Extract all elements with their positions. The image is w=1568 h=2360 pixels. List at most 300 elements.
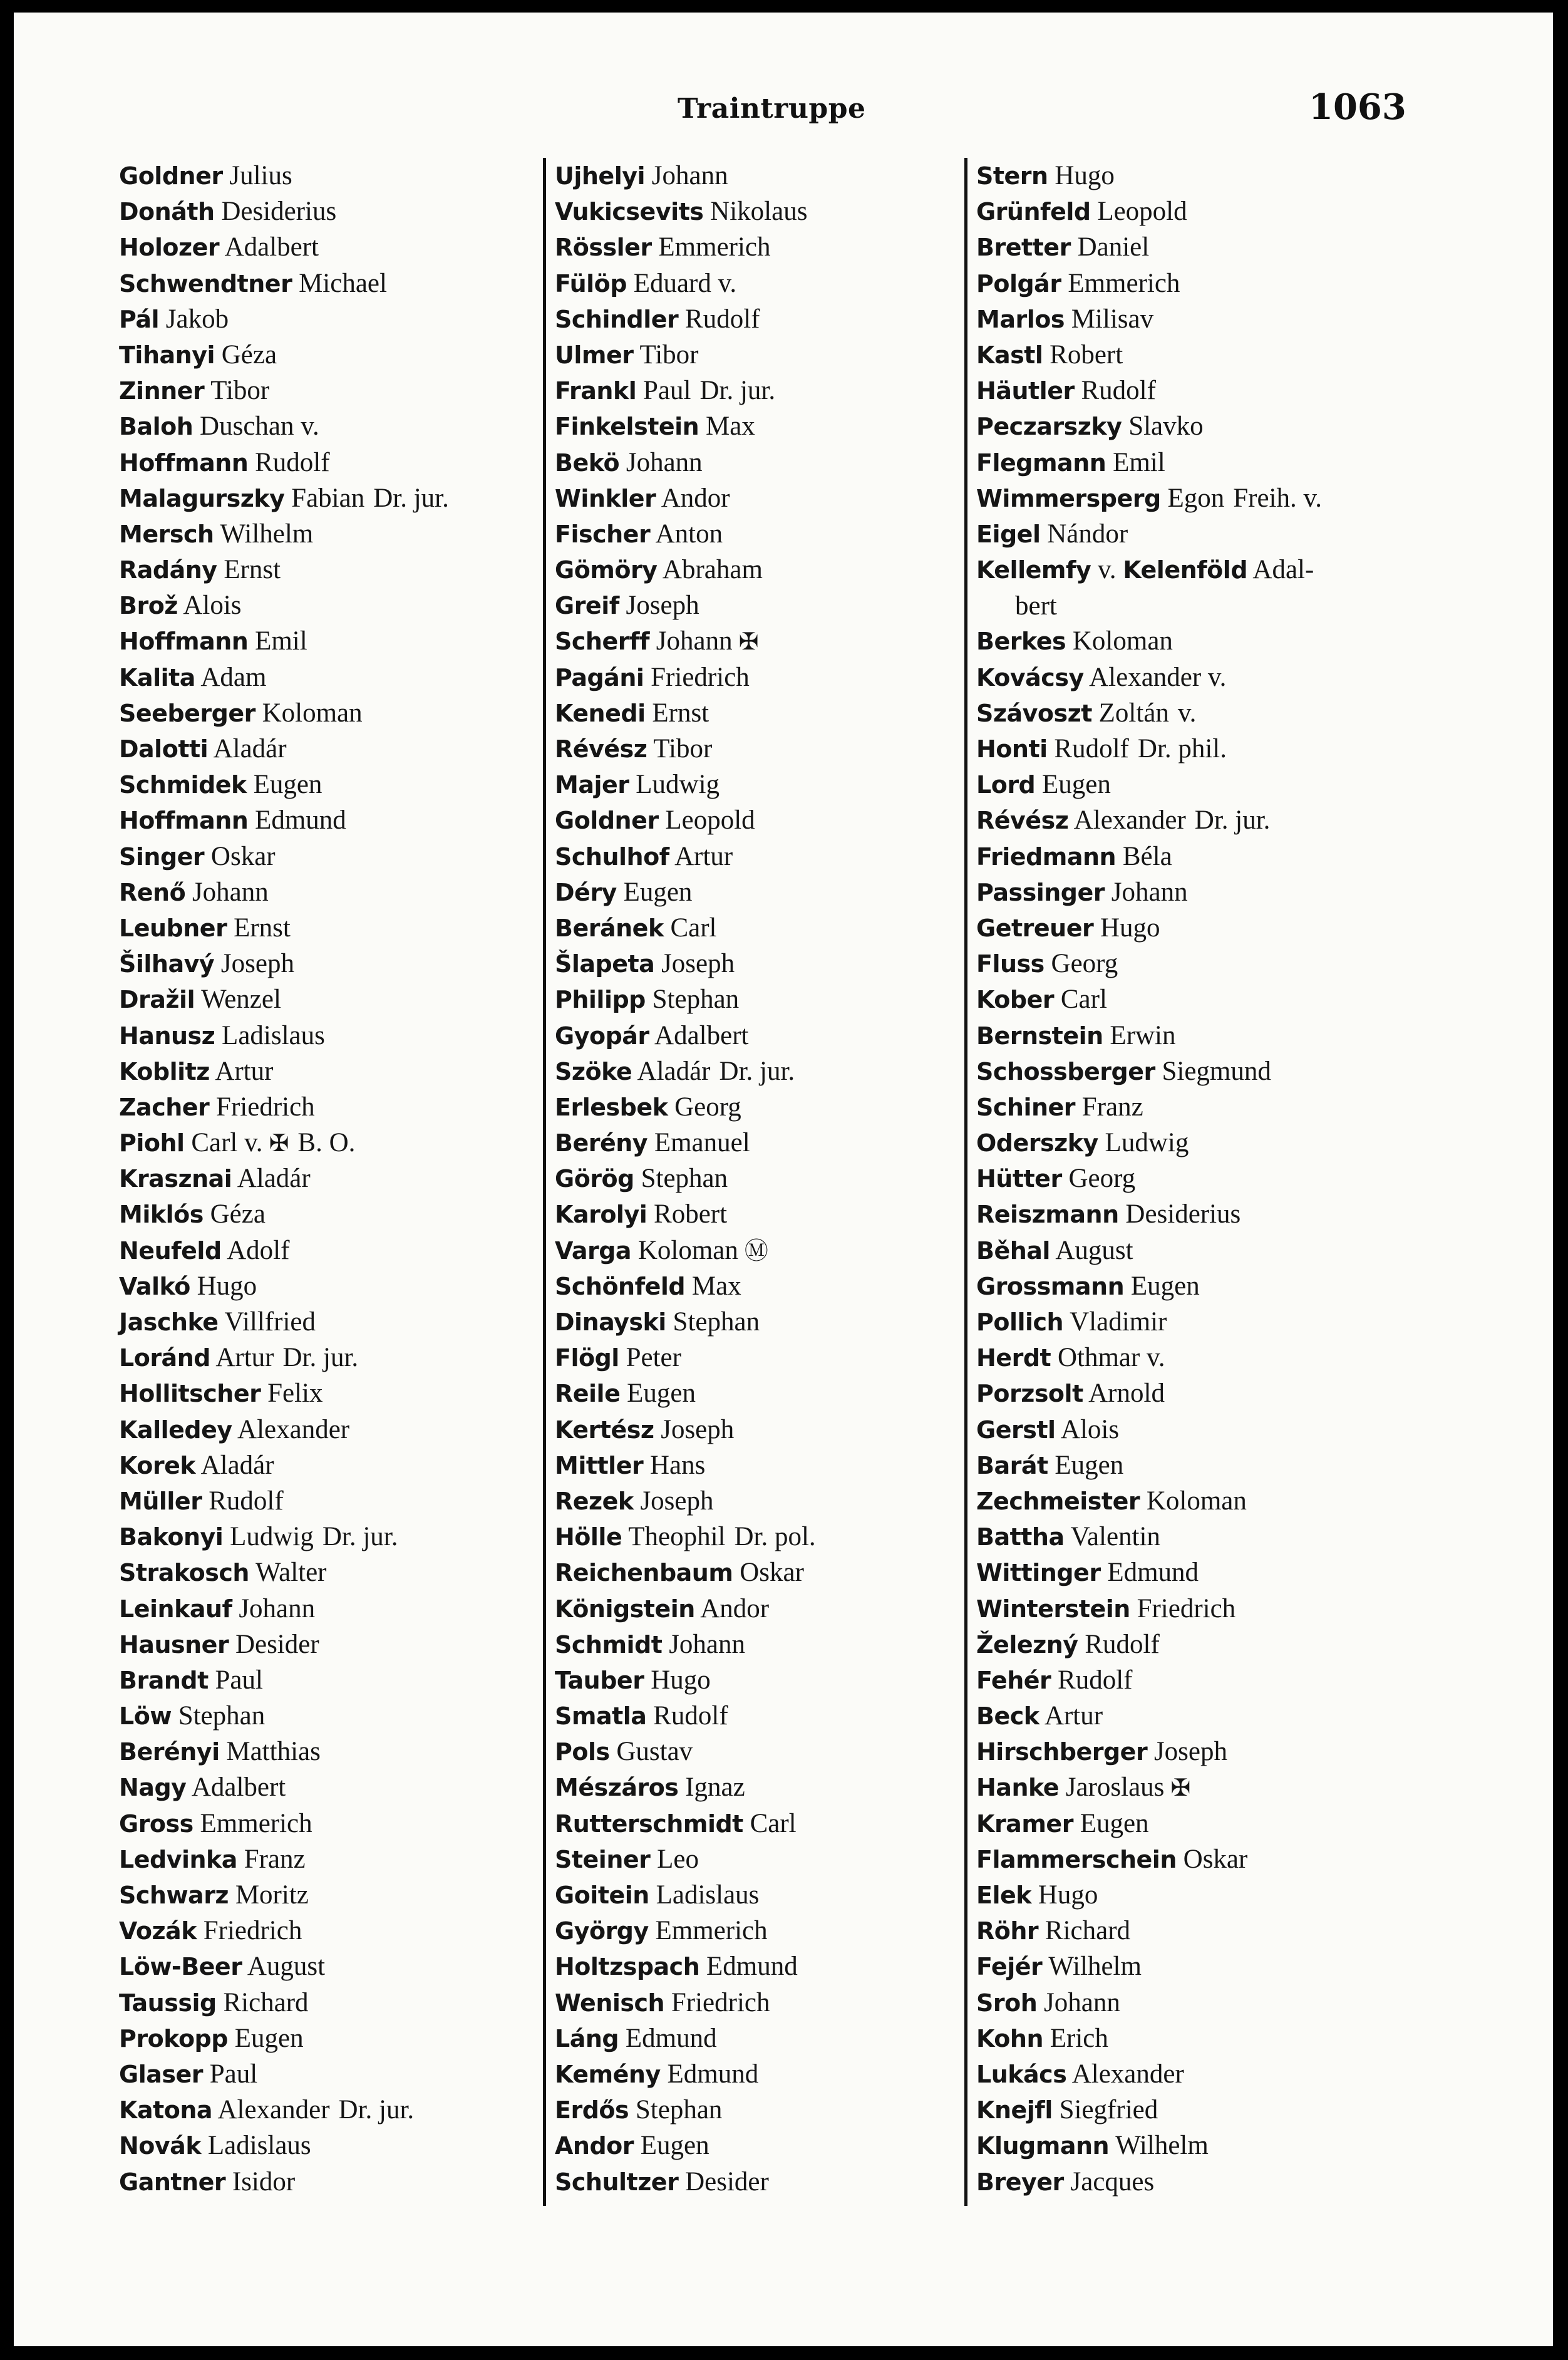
surname: Klugmann (976, 2132, 1110, 2160)
given-name: Jakob (165, 304, 229, 334)
surname: Scherff (555, 628, 650, 656)
given-name: Franz (244, 1844, 306, 1874)
given-name: Rudolf (685, 304, 760, 334)
surname: Bekö (555, 448, 620, 477)
name-entry (119, 229, 526, 265)
surname: Kelenföld (1123, 556, 1248, 584)
surname: Gyopár (555, 1022, 649, 1050)
given-name: Peter (626, 1343, 681, 1373)
name-entry (555, 1734, 962, 1769)
title-suffix: Dr. jur. (719, 1056, 795, 1086)
surname: Bretter (976, 234, 1071, 262)
name-entry (976, 1161, 1415, 1196)
surname: Dalotti (119, 735, 209, 763)
given-name: Desider (685, 2166, 769, 2197)
surname: Běhal (976, 1236, 1050, 1265)
continuation-line: bert (1015, 591, 1057, 621)
surname: Lukács (976, 2060, 1067, 2088)
name-entry (555, 266, 962, 301)
name-entry (119, 1412, 526, 1447)
name-entry (555, 1698, 962, 1734)
document-page (14, 13, 1553, 2346)
given-name: Egon (1167, 483, 1225, 513)
surname: Majer (555, 771, 629, 799)
name-entry (119, 1233, 526, 1268)
given-name: Moritz (235, 1880, 309, 1910)
surname: Wimmersperg (976, 484, 1161, 512)
given-name: Alexander (1073, 805, 1186, 836)
given-name: Tibor (210, 376, 270, 406)
given-name: Koloman (637, 1235, 738, 1265)
surname: Kober (976, 986, 1055, 1014)
given-name: Edmund (706, 1952, 798, 1982)
surname: Röhr (976, 1917, 1039, 1945)
given-name: Eugen (1042, 770, 1111, 800)
name-entry (119, 2128, 526, 2163)
name-entry (976, 1913, 1415, 1949)
given-name: Eugen (1055, 1450, 1124, 1480)
surname: Berkes (976, 628, 1066, 656)
given-name: Johann (1111, 877, 1188, 907)
surname: Valkó (119, 1272, 190, 1300)
name-entry (119, 1913, 526, 1949)
name-entry (119, 1985, 526, 2021)
name-entry (119, 301, 526, 337)
given-name: Ludwig (1105, 1128, 1189, 1158)
surname: Honti (976, 735, 1048, 763)
given-name: Emanuel (654, 1128, 750, 1158)
given-name: Eugen (234, 2023, 304, 2053)
name-entry (976, 731, 1415, 767)
name-entry (976, 229, 1415, 265)
name-entry (555, 480, 962, 516)
given-name: Isidor (232, 2166, 296, 2197)
surname: Gantner (119, 2168, 226, 2196)
title-suffix: Dr. jur. (699, 376, 776, 406)
given-name: Georg (1068, 1164, 1136, 1194)
name-entry (976, 1412, 1415, 1447)
given-name: Johann (656, 626, 733, 656)
given-name: Leopold (665, 805, 755, 836)
given-name: Richard (223, 1987, 309, 2017)
name-entry (119, 1519, 526, 1555)
surname: Kemény (555, 2060, 661, 2088)
given-name: Georg (674, 1092, 741, 1122)
surname: Grossmann (976, 1272, 1125, 1300)
given-name: Max (691, 1271, 741, 1301)
name-entry (976, 2021, 1415, 2056)
surname: Varga (555, 1236, 632, 1265)
given-name: Aladár (213, 734, 287, 763)
given-name: Desiderius (221, 197, 337, 227)
name-entry (555, 1375, 962, 1411)
name-entry (119, 660, 526, 695)
name-entry (976, 266, 1415, 301)
surname: Révész (976, 807, 1069, 835)
surname: Gross (119, 1809, 193, 1838)
surname: Kertész (555, 1415, 654, 1444)
name-entry (976, 660, 1415, 695)
name-entry (119, 946, 526, 981)
surname: Šilhavý (119, 950, 215, 978)
given-name: Matthias (226, 1737, 321, 1767)
given-name: Friedrich (216, 1092, 315, 1122)
name-column-3 (964, 158, 1415, 2206)
surname: Pál (119, 305, 159, 333)
surname: Dinayski (555, 1308, 666, 1336)
name-entry (555, 2164, 962, 2200)
surname: Schultzer (555, 2168, 679, 2196)
surname: Fischer (555, 520, 651, 548)
given-name: Adal- (1252, 555, 1314, 585)
surname: Kastl (976, 341, 1043, 369)
surname: Smatla (555, 1702, 647, 1731)
surname: Železný (976, 1630, 1078, 1659)
given-name: Erich (1050, 2023, 1108, 2053)
given-name: Paul (215, 1665, 263, 1695)
surname: Schindler (555, 305, 679, 333)
surname: Singer (119, 842, 205, 871)
name-column-2 (543, 158, 962, 2206)
given-name: Joseph (1153, 1737, 1228, 1767)
given-name: Abraham (662, 555, 763, 585)
given-name: Joseph (220, 949, 294, 979)
title-suffix: v. (1177, 698, 1197, 728)
name-entry (119, 981, 526, 1017)
title-suffix: Dr. jur. (338, 2095, 415, 2125)
name-entry (119, 2164, 526, 2200)
given-name: Ernst (234, 913, 291, 943)
name-entry (119, 587, 526, 623)
given-name: Artur (215, 1343, 274, 1373)
name-entry (555, 1412, 962, 1447)
title-suffix: Dr. jur. (322, 1522, 398, 1552)
given-name: Desider (235, 1629, 319, 1659)
surname: Passinger (976, 878, 1105, 906)
surname: Winterstein (976, 1595, 1130, 1623)
name-entry (119, 1304, 526, 1340)
name-entry (119, 1018, 526, 1053)
name-entry (976, 623, 1415, 659)
name-entry (555, 1519, 962, 1555)
given-name: Rudolf (1085, 1629, 1160, 1659)
name-entry (555, 301, 962, 337)
name-entry (119, 2021, 526, 2056)
surname: Schönfeld (555, 1272, 686, 1300)
name-entry (119, 1340, 526, 1375)
given-name: Johann (192, 877, 269, 907)
name-entry (555, 731, 962, 767)
name-entry (119, 158, 526, 194)
title-suffix: Dr. pol. (734, 1522, 816, 1552)
surname: Peczarszky (976, 413, 1122, 441)
surname: Taussig (119, 1989, 217, 2017)
surname: Zacher (119, 1093, 210, 1121)
given-name: Valentin (1070, 1522, 1160, 1552)
given-name: Andor (700, 1593, 770, 1623)
name-entry (555, 1877, 962, 1913)
name-entry (976, 1949, 1415, 1984)
name-entry (555, 516, 962, 552)
given-name: Ludwig (230, 1522, 314, 1552)
name-entry (119, 552, 526, 587)
surname: Gömöry (555, 556, 658, 584)
name-entry (555, 2092, 962, 2128)
given-name: Aladár (237, 1164, 311, 1194)
name-entry (976, 408, 1415, 444)
name-entry (555, 1161, 962, 1196)
given-name: Friedrich (651, 662, 750, 692)
name-entry (119, 1268, 526, 1304)
name-entry (555, 981, 962, 1017)
surname: Kohn (976, 2024, 1043, 2052)
surname: Barát (976, 1451, 1048, 1479)
given-name: Wenzel (201, 985, 281, 1015)
surname: Hanke (976, 1774, 1060, 1802)
name-entry (555, 1483, 962, 1519)
given-name: Duschan v. (200, 411, 319, 442)
name-entry (555, 194, 962, 229)
name-entry (555, 1627, 962, 1662)
name-entry (976, 337, 1415, 373)
given-name: Edmund (1107, 1558, 1199, 1588)
given-name: Hugo (1100, 913, 1160, 943)
surname: Berényi (119, 1738, 220, 1766)
given-name: Rudolf (1054, 734, 1129, 764)
surname: Hausner (119, 1630, 229, 1659)
given-name: Emmerich (658, 232, 771, 262)
given-name: Johann (651, 161, 728, 190)
surname: Wenisch (555, 1989, 665, 2017)
surname: Eigel (976, 520, 1041, 548)
given-name: Johann (669, 1629, 746, 1659)
surname: Donáth (119, 198, 215, 226)
name-entry (555, 1447, 962, 1483)
given-name: Nikolaus (710, 197, 808, 227)
surname: Kalledey (119, 1415, 232, 1444)
surname: Berény (555, 1129, 648, 1157)
given-name: Georg (1051, 949, 1118, 979)
name-entry (119, 802, 526, 838)
given-name: Ernst (224, 555, 281, 585)
name-entry (555, 1053, 962, 1089)
given-name: Eugen (627, 1379, 696, 1409)
name-entry (976, 2056, 1415, 2092)
name-entry (555, 874, 962, 910)
given-name: Joseph (640, 1486, 714, 1516)
name-entry (119, 1806, 526, 1841)
name-entry (119, 516, 526, 552)
given-name: August (1055, 1235, 1133, 1265)
name-entry (555, 1268, 962, 1304)
surname: Flögl (555, 1344, 619, 1372)
name-entry (555, 1555, 962, 1590)
name-entry (119, 1161, 526, 1196)
given-name: Othmar v. (1057, 1343, 1165, 1373)
surname: Mészáros (555, 1774, 679, 1802)
surname: Jaschke (119, 1308, 219, 1336)
name-entry (555, 158, 962, 194)
name-entry (976, 552, 1415, 623)
name-entry (976, 767, 1415, 802)
surname: Bakonyi (119, 1523, 224, 1551)
surname: Szávoszt (976, 699, 1092, 727)
name-entry (555, 1841, 962, 1877)
name-entry (119, 1877, 526, 1913)
name-entry (976, 802, 1415, 838)
given-name: Villfried (224, 1307, 316, 1337)
title-suffix: Dr. jur. (373, 483, 449, 513)
given-name: August (247, 1952, 326, 1982)
surname: Brandt (119, 1666, 209, 1694)
surname: Holtzspach (555, 1953, 700, 1981)
name-entry (555, 910, 962, 946)
given-name: Tibor (639, 339, 699, 370)
name-entry (555, 946, 962, 981)
name-entry (119, 1769, 526, 1805)
surname: Schulhof (555, 842, 669, 871)
name-entry (976, 1734, 1415, 1769)
name-entry (555, 229, 962, 265)
surname: Zinner (119, 377, 205, 405)
given-name: Eugen (640, 2131, 709, 2161)
given-name: Stephan (641, 1164, 728, 1194)
given-name: Géza (210, 1199, 266, 1229)
surname: Ujhelyi (555, 162, 646, 190)
name-entry (119, 1483, 526, 1519)
title-suffix: Dr. jur. (1194, 805, 1271, 836)
given-name: Rudolf (1058, 1665, 1133, 1695)
given-name: Friedrich (203, 1916, 302, 1946)
given-name: Johann (239, 1593, 316, 1623)
given-name: Emmerich (655, 1916, 768, 1946)
name-entry (119, 695, 526, 731)
given-name: Emmerich (1068, 268, 1180, 298)
surname: Steiner (555, 1845, 651, 1873)
surname: Andor (555, 2132, 634, 2160)
given-name: Hugo (1055, 161, 1115, 190)
name-entry (555, 2021, 962, 2056)
given-name: Walter (255, 1558, 327, 1588)
name-entry (555, 623, 962, 659)
given-name: Alexander (1071, 2059, 1184, 2089)
surname: Šlapeta (555, 950, 655, 978)
given-name: Stephan (635, 2095, 723, 2125)
name-entry (976, 516, 1415, 552)
name-entry (119, 731, 526, 767)
surname: Seeberger (119, 699, 255, 727)
given-name: Koloman (1072, 626, 1173, 656)
surname: Mittler (555, 1451, 644, 1479)
surname: Polgár (976, 269, 1061, 298)
given-name: Erwin (1110, 1020, 1176, 1050)
name-entry (976, 1769, 1415, 1805)
surname: Révész (555, 735, 647, 763)
surname: Radány (119, 556, 217, 584)
given-name: Eugen (1080, 1808, 1149, 1838)
given-name: Milisav (1071, 304, 1154, 334)
name-entry (976, 2164, 1415, 2200)
given-name: Koloman (262, 698, 363, 728)
name-entry (555, 1806, 962, 1841)
name-entry (976, 1053, 1415, 1089)
surname: Pollich (976, 1308, 1064, 1337)
given-name: Robert (654, 1199, 728, 1229)
name-entry (555, 1089, 962, 1125)
surname: Herdt (976, 1344, 1051, 1372)
surname: Strakosch (119, 1559, 249, 1587)
title-suffix: Freih. v. (1233, 483, 1322, 513)
surname: Loránd (119, 1344, 210, 1372)
name-entry (555, 373, 962, 408)
name-entry (976, 445, 1415, 480)
name-entry (119, 623, 526, 659)
surname: Fehér (976, 1666, 1051, 1694)
surname: Rutterschmidt (555, 1809, 743, 1838)
given-name: Leopold (1097, 197, 1187, 227)
surname: Knejfl (976, 2096, 1053, 2125)
surname: Grünfeld (976, 198, 1091, 226)
name-entry (119, 1125, 526, 1161)
name-entry (976, 1806, 1415, 1841)
given-name: Adalbert (654, 1020, 749, 1050)
surname: Kalita (119, 663, 195, 691)
given-name: Hans (649, 1450, 706, 1480)
surname: Reile (555, 1380, 621, 1408)
given-name: Jaroslaus (1065, 1773, 1165, 1803)
surname: Reichenbaum (555, 1559, 733, 1587)
given-name: Eugen (1130, 1271, 1200, 1301)
given-name: Oskar (740, 1558, 804, 1588)
name-entry (976, 1555, 1415, 1590)
name-entry (976, 1196, 1415, 1232)
given-name: Julius (229, 161, 292, 190)
given-name: Géza (221, 339, 277, 370)
name-entry (976, 1698, 1415, 1734)
surname: Fluss (976, 950, 1044, 978)
surname: Hoffmann (119, 628, 249, 656)
surname: Löw (119, 1702, 172, 1731)
name-entry (976, 1877, 1415, 1913)
given-name: Fabian (291, 483, 365, 513)
surname: Kramer (976, 1809, 1073, 1838)
surname: Frankl (555, 377, 637, 405)
given-name: Oskar (210, 841, 276, 871)
surname: Láng (555, 2024, 619, 2052)
order-mark-icon: Ⓜ (744, 1236, 768, 1265)
given-name: Béla (1122, 841, 1172, 871)
name-entry (976, 981, 1415, 1017)
name-entry (555, 1949, 962, 1984)
name-entry (555, 1769, 962, 1805)
given-name: Wilhelm (1115, 2131, 1209, 2161)
name-entry (555, 337, 962, 373)
running-title: Traintruppe (678, 93, 866, 125)
name-entry (976, 373, 1415, 408)
name-entry (976, 2128, 1415, 2163)
name-column-1 (119, 158, 526, 2206)
surname: Porzsolt (976, 1380, 1083, 1408)
surname: Schiner (976, 1093, 1076, 1121)
surname: Battha (976, 1523, 1065, 1551)
name-entry (119, 874, 526, 910)
surname: Hirschberger (976, 1738, 1148, 1766)
name-entry (555, 839, 962, 874)
surname: Krasznai (119, 1165, 232, 1193)
given-name: Ernst (652, 698, 709, 728)
given-name: Joseph (626, 591, 699, 621)
given-name: Wilhelm (220, 519, 314, 549)
